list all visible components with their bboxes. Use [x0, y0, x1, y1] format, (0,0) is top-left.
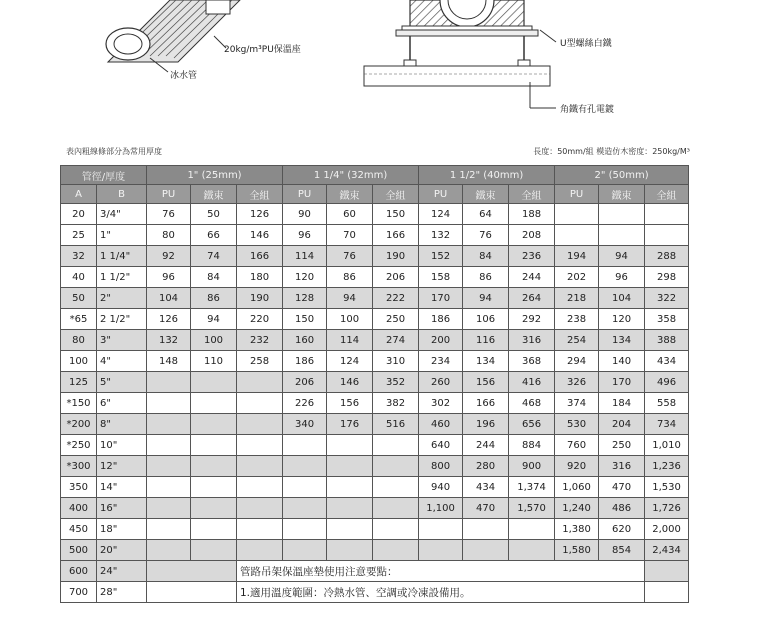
size-a-cell: 80	[61, 330, 97, 351]
value-cell: 1,380	[555, 519, 599, 540]
table-row	[61, 225, 689, 246]
value-cell: 254	[555, 330, 599, 351]
value-cell: 96	[599, 267, 645, 288]
value-cell: 244	[509, 267, 555, 288]
table-row	[61, 498, 689, 519]
value-cell	[191, 540, 237, 561]
size-b-cell: 16"	[97, 498, 147, 519]
value-cell: 66	[191, 225, 237, 246]
value-cell: 132	[419, 225, 463, 246]
size-b-cell: 28"	[97, 582, 147, 603]
value-cell	[509, 540, 555, 561]
value-cell: 50	[191, 204, 237, 225]
value-cell: 202	[555, 267, 599, 288]
value-cell: 156	[327, 393, 373, 414]
table-row	[61, 393, 689, 414]
size-a-cell: *300	[61, 456, 97, 477]
column-header: 全組	[645, 185, 689, 204]
value-cell: 86	[191, 288, 237, 309]
value-cell: 166	[373, 225, 419, 246]
value-cell	[237, 393, 283, 414]
value-cell: 110	[191, 351, 237, 372]
column-header: 全組	[509, 185, 555, 204]
value-cell: 96	[283, 225, 327, 246]
value-cell: 104	[147, 288, 191, 309]
value-cell: 222	[373, 288, 419, 309]
value-cell	[555, 204, 599, 225]
table-row	[61, 540, 689, 561]
value-cell: 170	[419, 288, 463, 309]
value-cell: 194	[555, 246, 599, 267]
header-thickness-25: 1" (25mm)	[147, 166, 283, 185]
value-cell	[147, 414, 191, 435]
size-b-cell: 1"	[97, 225, 147, 246]
size-a-cell: 450	[61, 519, 97, 540]
value-cell: 368	[509, 351, 555, 372]
table-row	[61, 351, 689, 372]
value-cell: 158	[419, 267, 463, 288]
value-cell: 2,434	[645, 540, 689, 561]
value-cell	[373, 435, 419, 456]
value-cell	[147, 435, 191, 456]
size-a-cell: 400	[61, 498, 97, 519]
value-cell: 1,100	[419, 498, 463, 519]
value-cell: 206	[283, 372, 327, 393]
value-cell: 152	[419, 246, 463, 267]
value-cell: 274	[373, 330, 419, 351]
value-cell: 134	[599, 330, 645, 351]
column-header: 鐵束	[463, 185, 509, 204]
value-cell: 106	[463, 309, 509, 330]
column-header: PU	[283, 185, 327, 204]
value-cell: 800	[419, 456, 463, 477]
value-cell: 76	[463, 225, 509, 246]
value-cell: 2,000	[645, 519, 689, 540]
value-cell	[327, 435, 373, 456]
value-cell	[191, 456, 237, 477]
value-cell: 124	[327, 351, 373, 372]
size-b-cell: 20"	[97, 540, 147, 561]
value-cell: 86	[463, 267, 509, 288]
size-b-cell: 2"	[97, 288, 147, 309]
empty-cell	[147, 561, 237, 582]
value-cell: 100	[191, 330, 237, 351]
value-cell: 352	[373, 372, 419, 393]
value-cell: 196	[463, 414, 509, 435]
value-cell: 126	[237, 204, 283, 225]
value-cell: 310	[373, 351, 419, 372]
value-cell	[599, 225, 645, 246]
value-cell: 416	[509, 372, 555, 393]
size-b-cell: 3"	[97, 330, 147, 351]
value-cell	[327, 477, 373, 498]
value-cell	[191, 477, 237, 498]
value-cell	[237, 456, 283, 477]
value-cell: 148	[147, 351, 191, 372]
value-cell: 226	[283, 393, 327, 414]
size-b-cell: 6"	[97, 393, 147, 414]
value-cell	[191, 435, 237, 456]
value-cell	[147, 498, 191, 519]
value-cell	[645, 225, 689, 246]
table-row	[61, 519, 689, 540]
value-cell	[327, 498, 373, 519]
table-row	[61, 477, 689, 498]
value-cell: 326	[555, 372, 599, 393]
pipe-support-illustration	[0, 0, 768, 140]
angle-iron-label: 角鐵有孔電鍍	[560, 105, 615, 115]
value-cell	[555, 225, 599, 246]
value-cell	[373, 498, 419, 519]
size-a-cell: *200	[61, 414, 97, 435]
value-cell	[147, 477, 191, 498]
table-row	[61, 204, 689, 225]
value-cell: 186	[419, 309, 463, 330]
column-header: 鐵束	[191, 185, 237, 204]
value-cell: 100	[327, 309, 373, 330]
value-cell	[191, 393, 237, 414]
value-cell: 264	[509, 288, 555, 309]
table-row	[61, 372, 689, 393]
value-cell: 250	[599, 435, 645, 456]
header-thickness-32: 1 1/4" (32mm)	[283, 166, 419, 185]
table-header-group-row	[61, 166, 689, 185]
value-cell	[147, 540, 191, 561]
size-a-cell: *150	[61, 393, 97, 414]
table-row	[61, 246, 689, 267]
value-cell: 188	[509, 204, 555, 225]
value-cell	[327, 456, 373, 477]
value-cell: 388	[645, 330, 689, 351]
value-cell	[237, 519, 283, 540]
value-cell: 884	[509, 435, 555, 456]
insulated-pipe-drawing	[106, 0, 240, 72]
value-cell: 294	[555, 351, 599, 372]
value-cell	[283, 540, 327, 561]
value-cell: 146	[327, 372, 373, 393]
table-row	[61, 435, 689, 456]
value-cell: 316	[599, 456, 645, 477]
value-cell: 180	[237, 267, 283, 288]
value-cell: 134	[463, 351, 509, 372]
value-cell: 170	[599, 372, 645, 393]
value-cell: 340	[283, 414, 327, 435]
size-b-cell: 12"	[97, 456, 147, 477]
size-a-cell: 25	[61, 225, 97, 246]
value-cell	[147, 372, 191, 393]
value-cell: 250	[373, 309, 419, 330]
value-cell: 76	[147, 204, 191, 225]
value-cell: 86	[327, 267, 373, 288]
value-cell: 322	[645, 288, 689, 309]
length-density-note: 長度：50mm/組 模造仿木密度：250kg/M³	[533, 147, 690, 156]
column-header: 全組	[237, 185, 283, 204]
value-cell: 200	[419, 330, 463, 351]
value-cell: 260	[419, 372, 463, 393]
value-cell: 120	[599, 309, 645, 330]
value-cell: 92	[147, 246, 191, 267]
value-cell: 116	[463, 330, 509, 351]
value-cell: 74	[191, 246, 237, 267]
value-cell: 236	[509, 246, 555, 267]
value-cell	[237, 435, 283, 456]
value-cell: 126	[147, 309, 191, 330]
value-cell: 516	[373, 414, 419, 435]
value-cell: 232	[237, 330, 283, 351]
value-cell: 298	[645, 267, 689, 288]
value-cell: 530	[555, 414, 599, 435]
value-cell	[373, 477, 419, 498]
value-cell	[283, 435, 327, 456]
size-a-cell: *65	[61, 309, 97, 330]
value-cell: 160	[283, 330, 327, 351]
size-b-cell: 2 1/2"	[97, 309, 147, 330]
size-a-cell: 700	[61, 582, 97, 603]
value-cell: 900	[509, 456, 555, 477]
value-cell: 940	[419, 477, 463, 498]
value-cell: 76	[327, 246, 373, 267]
value-cell: 1,010	[645, 435, 689, 456]
column-header: PU	[419, 185, 463, 204]
table-row	[61, 309, 689, 330]
value-cell: 96	[147, 267, 191, 288]
value-cell: 206	[373, 267, 419, 288]
value-cell: 358	[645, 309, 689, 330]
value-cell: 104	[599, 288, 645, 309]
size-a-cell: *250	[61, 435, 97, 456]
size-b-cell: 4"	[97, 351, 147, 372]
value-cell: 218	[555, 288, 599, 309]
value-cell	[509, 519, 555, 540]
value-cell: 302	[419, 393, 463, 414]
insulation-spec-table	[60, 165, 689, 603]
support-cross-section	[364, 0, 556, 108]
value-cell	[237, 414, 283, 435]
value-cell: 854	[599, 540, 645, 561]
table-row	[61, 561, 689, 582]
value-cell: 1,240	[555, 498, 599, 519]
value-cell: 280	[463, 456, 509, 477]
value-cell	[237, 372, 283, 393]
value-cell	[419, 519, 463, 540]
table-row	[61, 456, 689, 477]
value-cell: 94	[463, 288, 509, 309]
value-cell: 220	[237, 309, 283, 330]
value-cell: 486	[599, 498, 645, 519]
value-cell: 94	[599, 246, 645, 267]
value-cell: 1,570	[509, 498, 555, 519]
value-cell: 114	[283, 246, 327, 267]
value-cell: 382	[373, 393, 419, 414]
pu-insulation-label: 20kg/m³PU保溫座	[224, 45, 301, 55]
size-b-cell: 8"	[97, 414, 147, 435]
size-a-cell: 100	[61, 351, 97, 372]
value-cell: 234	[419, 351, 463, 372]
value-cell: 620	[599, 519, 645, 540]
header-thickness-40: 1 1/2" (40mm)	[419, 166, 555, 185]
value-cell: 204	[599, 414, 645, 435]
size-a-cell: 20	[61, 204, 97, 225]
value-cell: 176	[327, 414, 373, 435]
value-cell: 184	[599, 393, 645, 414]
value-cell: 190	[237, 288, 283, 309]
value-cell	[237, 540, 283, 561]
size-b-cell: 18"	[97, 519, 147, 540]
value-cell: 140	[599, 351, 645, 372]
table-row	[61, 414, 689, 435]
value-cell	[373, 456, 419, 477]
header-thickness-50: 2" (50mm)	[555, 166, 689, 185]
size-a-cell: 125	[61, 372, 97, 393]
value-cell: 760	[555, 435, 599, 456]
value-cell	[327, 519, 373, 540]
value-cell: 70	[327, 225, 373, 246]
value-cell: 470	[599, 477, 645, 498]
column-header: 鐵束	[599, 185, 645, 204]
value-cell: 558	[645, 393, 689, 414]
value-cell: 156	[463, 372, 509, 393]
usage-notes-title: 管路吊架保溫座墊使用注意要點：	[237, 561, 645, 582]
value-cell	[599, 204, 645, 225]
value-cell	[191, 519, 237, 540]
column-header: PU	[555, 185, 599, 204]
value-cell: 734	[645, 414, 689, 435]
value-cell: 288	[645, 246, 689, 267]
value-cell: 434	[463, 477, 509, 498]
value-cell	[373, 540, 419, 561]
empty-cell	[147, 582, 237, 603]
value-cell: 920	[555, 456, 599, 477]
value-cell: 1,060	[555, 477, 599, 498]
size-b-cell: 1 1/4"	[97, 246, 147, 267]
value-cell	[283, 498, 327, 519]
value-cell: 1,580	[555, 540, 599, 561]
size-a-cell: 40	[61, 267, 97, 288]
value-cell: 150	[373, 204, 419, 225]
value-cell	[191, 414, 237, 435]
table-row	[61, 330, 689, 351]
value-cell	[147, 393, 191, 414]
empty-cell	[645, 582, 689, 603]
value-cell	[237, 498, 283, 519]
value-cell: 374	[555, 393, 599, 414]
value-cell: 656	[509, 414, 555, 435]
empty-cell	[645, 561, 689, 582]
common-thickness-note: 表內粗線條部分為常用厚度	[66, 147, 162, 156]
value-cell	[327, 540, 373, 561]
value-cell: 244	[463, 435, 509, 456]
value-cell: 1,236	[645, 456, 689, 477]
table-row	[61, 288, 689, 309]
value-cell: 434	[645, 351, 689, 372]
value-cell: 114	[327, 330, 373, 351]
value-cell: 316	[509, 330, 555, 351]
u-bolt-label: U型螺絲白鐵	[560, 39, 612, 49]
size-b-cell: 14"	[97, 477, 147, 498]
table-row	[61, 267, 689, 288]
value-cell: 1,374	[509, 477, 555, 498]
value-cell: 190	[373, 246, 419, 267]
value-cell: 186	[283, 351, 327, 372]
size-a-cell: 350	[61, 477, 97, 498]
value-cell: 208	[509, 225, 555, 246]
value-cell: 60	[327, 204, 373, 225]
value-cell: 1,726	[645, 498, 689, 519]
value-cell	[463, 519, 509, 540]
value-cell: 292	[509, 309, 555, 330]
value-cell: 640	[419, 435, 463, 456]
size-b-cell: 10"	[97, 435, 147, 456]
value-cell	[645, 204, 689, 225]
size-b-cell: 3/4"	[97, 204, 147, 225]
value-cell	[147, 519, 191, 540]
value-cell: 146	[237, 225, 283, 246]
size-a-cell: 50	[61, 288, 97, 309]
value-cell	[147, 456, 191, 477]
value-cell	[373, 519, 419, 540]
value-cell: 1,530	[645, 477, 689, 498]
value-cell	[237, 477, 283, 498]
value-cell	[419, 540, 463, 561]
value-cell: 124	[419, 204, 463, 225]
table-row	[61, 582, 689, 603]
value-cell: 470	[463, 498, 509, 519]
value-cell: 80	[147, 225, 191, 246]
value-cell	[283, 477, 327, 498]
value-cell: 258	[237, 351, 283, 372]
value-cell: 132	[147, 330, 191, 351]
size-b-cell: 1 1/2"	[97, 267, 147, 288]
value-cell: 120	[283, 267, 327, 288]
column-header: B	[97, 185, 147, 204]
value-cell: 460	[419, 414, 463, 435]
header-pipe-size: 管徑/厚度	[61, 166, 147, 185]
size-a-cell: 32	[61, 246, 97, 267]
column-header: PU	[147, 185, 191, 204]
column-header: 鐵束	[327, 185, 373, 204]
value-cell	[283, 519, 327, 540]
column-header: 全組	[373, 185, 419, 204]
value-cell: 166	[237, 246, 283, 267]
value-cell: 84	[191, 267, 237, 288]
value-cell: 94	[327, 288, 373, 309]
value-cell: 64	[463, 204, 509, 225]
value-cell	[463, 540, 509, 561]
value-cell: 90	[283, 204, 327, 225]
size-a-cell: 600	[61, 561, 97, 582]
value-cell: 496	[645, 372, 689, 393]
value-cell: 150	[283, 309, 327, 330]
value-cell	[191, 372, 237, 393]
value-cell: 84	[463, 246, 509, 267]
size-a-cell: 500	[61, 540, 97, 561]
value-cell: 128	[283, 288, 327, 309]
size-b-cell: 24"	[97, 561, 147, 582]
value-cell: 166	[463, 393, 509, 414]
value-cell: 94	[191, 309, 237, 330]
chilled-pipe-label: 冰水管	[170, 71, 198, 81]
table-header-column-row	[61, 185, 689, 204]
size-b-cell: 5"	[97, 372, 147, 393]
column-header: A	[61, 185, 97, 204]
value-cell	[283, 456, 327, 477]
value-cell: 468	[509, 393, 555, 414]
value-cell	[191, 498, 237, 519]
usage-notes-line: 1.適用溫度範圍：冷熱水管、空調或冷凍設備用。	[237, 582, 645, 603]
value-cell: 238	[555, 309, 599, 330]
